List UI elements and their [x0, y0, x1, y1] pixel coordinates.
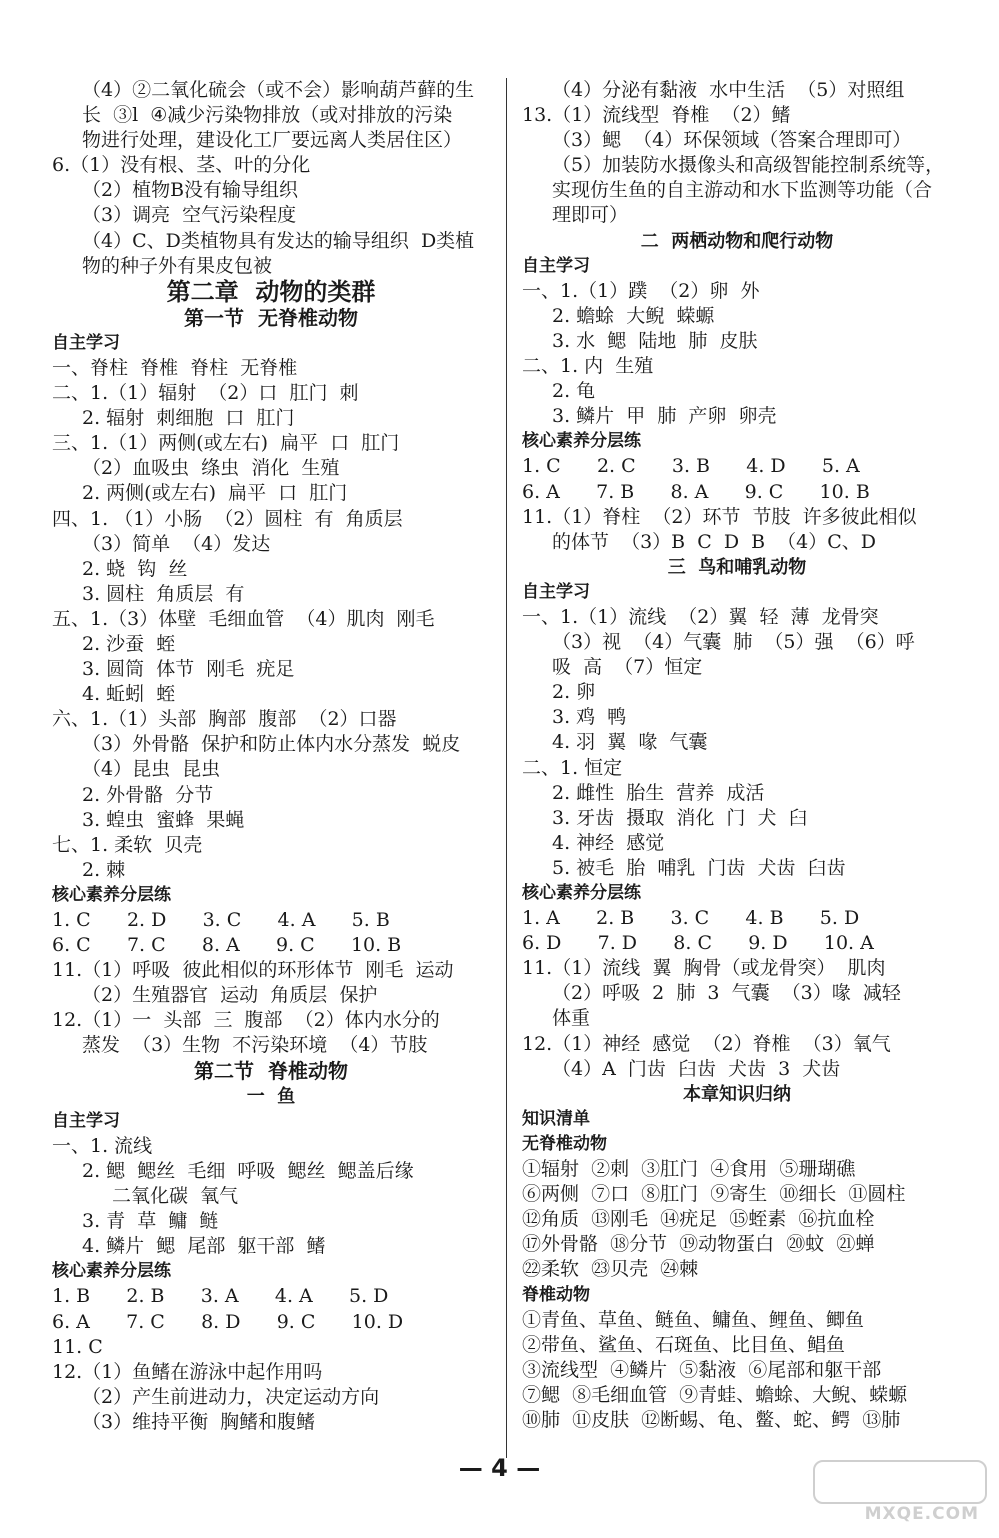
answer-line: （4）昆虫 昆虫: [82, 758, 221, 781]
answer-line: （3）简单 （4）发达: [82, 532, 271, 555]
answer-line: 2. 蟾蜍 大鲵 蝾螈: [552, 304, 715, 327]
left-column: [52, 78, 490, 1435]
answer-line: 2. 外骨骼 分节: [82, 783, 214, 806]
answer-line: （2）产生前进动力，决定运动方向: [82, 1385, 380, 1408]
answer-line: 6. C 7. C 8. A 9. C 10. B: [52, 934, 402, 957]
answer-line: 一、1.（1）流线 （2）翼 轻 薄 龙骨突: [522, 605, 879, 628]
watermark-text: MXQE.COM: [864, 1504, 979, 1524]
answer-line: 3. 鸡 鸭: [552, 706, 627, 729]
subsection-title: 一 鱼: [246, 1085, 296, 1107]
answer-line: 吸 高 （7）恒定: [552, 656, 703, 679]
answer-line: 2. 龟: [552, 380, 596, 403]
answer-line: 2. 鳃 鳃丝 毛细 呼吸 鳃丝 鳃盖后缘: [82, 1159, 414, 1182]
answer-line: ①青鱼、草鱼、鲢鱼、鳙鱼、鲤鱼、鲫鱼: [522, 1308, 865, 1331]
answer-line: 11.（1）脊柱 （2）环节 节肢 许多彼此相似: [522, 505, 917, 528]
answer-line: 1. C 2. C 3. B 4. D 5. A: [522, 455, 860, 478]
heading: 自主学习: [52, 332, 120, 353]
answer-line: 1. B 2. B 3. A 4. A 5. D: [52, 1285, 389, 1308]
chapter-title: 第二章 动物的类群: [166, 278, 376, 306]
answer-line: 3. 蝗虫 蜜蜂 果蝇: [82, 808, 245, 831]
answer-line: 二、1.（1）辐射 （2）口 肛门 刺: [52, 382, 359, 405]
answer-line: 二、1. 内 生殖: [522, 355, 654, 378]
answer-line: （2）血吸虫 绦虫 消化 生殖: [82, 457, 340, 480]
answer-line: （4）②二氧化硫会（或不会）影响葫芦藓的生: [82, 79, 475, 101]
answer-line: 5. 被毛 胎 哺乳 门齿 犬齿 臼齿: [552, 856, 846, 879]
answer-line: 一、脊柱 脊椎 脊柱 无脊椎: [52, 356, 298, 379]
heading: 核心素养分层练: [52, 884, 171, 905]
answer-line: ③流线型 ④鳞片 ⑤黏液 ⑥尾部和躯干部: [522, 1358, 882, 1381]
answer-line: （3）外骨骼 保护和防止体内水分蒸发 蜕皮: [82, 733, 461, 756]
heading: 自主学习: [522, 255, 590, 276]
answer-line: 2. 辐射 刺细胞 口 肛门: [82, 407, 295, 430]
answer-line: （4）A 门齿 臼齿 犬齿 3 犬齿: [552, 1057, 841, 1080]
answer-line: 6. A 7. B 8. A 9. C 10. B: [522, 480, 870, 503]
answer-line: 6. D 7. D 8. C 9. D 10. A: [522, 932, 874, 955]
answer-line: 4. 神经 感觉: [552, 831, 665, 854]
answer-line: 2. 两侧(或左右) 扁平 口 肛门: [82, 482, 348, 505]
subsection-title: 本章知识归纳: [683, 1083, 791, 1105]
heading: 核心素养分层练: [52, 1261, 171, 1282]
answer-line: （2）呼吸 2 肺 3 气囊 （3）喙 减轻: [552, 982, 901, 1005]
answer-line: 4. 羽 翼 喙 气囊: [552, 731, 708, 754]
answer-line: 二、1. 恒定: [522, 756, 623, 779]
answer-line: （2）生殖器官 运动 角质层 保护: [82, 984, 378, 1007]
answer-line: ⑩肺 ⑪皮肤 ⑫断蜴、龟、鳖、蛇、鳄 ⑬肺: [522, 1408, 901, 1431]
answer-line: 3. 青 草 鳙 鲢: [82, 1210, 219, 1233]
answer-line: 蒸发 （3）生物 不污染环境 （4）节肢: [82, 1034, 428, 1057]
answer-line: 2. 蛲 钩 丝: [82, 557, 188, 580]
answer-line: 一、1. 流线: [52, 1134, 153, 1157]
answer-line: 1. C 2. D 3. C 4. A 5. B: [52, 909, 390, 931]
answer-line: ②带鱼、鲨鱼、石斑鱼、比目鱼、鲳鱼: [522, 1333, 846, 1356]
answer-line: （4）分泌有黏液 水中生活 （5）对照组: [552, 79, 905, 101]
answer-line: ⑫角质 ⑬刚毛 ⑭疣足 ⑮蛭素 ⑯抗血栓: [522, 1208, 875, 1231]
answer-line: 实现仿生鱼的自主游动和水下监测等功能（合: [552, 179, 933, 202]
answer-line: 11.（1）呼吸 彼此相似的环形体节 刚毛 运动: [52, 959, 454, 982]
answer-line: 一、1.（1）蹼 （2）卵 外: [522, 279, 760, 302]
heading: 自主学习: [52, 1110, 120, 1131]
answer-line: 11.（1）流线 翼 胸骨（或龙骨突） 肌肉: [522, 957, 886, 980]
right-column: [522, 78, 952, 1433]
answer-line: 2. 沙蚕 蛭: [82, 632, 176, 655]
watermark-logo: [817, 1460, 987, 1524]
heading: 核心素养分层练: [522, 431, 641, 452]
answer-line: 物进行处理，建设化工厂要远离人类居住区）: [82, 129, 463, 152]
answer-line: 三、1.（1）两侧(或左右) 扁平 口 肛门: [52, 432, 400, 455]
answer-line: 4. 蚯蚓 蛭: [82, 683, 176, 706]
answer-line: 12.（1）鱼鳍在游泳中起作用吗: [52, 1360, 323, 1383]
answer-line: （2）植物B没有输导组织: [82, 179, 299, 202]
section-title: 第二节 脊椎动物: [194, 1058, 348, 1083]
answer-line: 4. 鳞片 鳃 尾部 躯干部 鳍: [82, 1235, 326, 1258]
answer-line: 物的种子外有果皮包被: [82, 254, 273, 277]
subsection-title: 三 鸟和哺乳动物: [667, 556, 807, 578]
page-number: — 4 —: [458, 1454, 541, 1482]
column-divider: [506, 78, 507, 1458]
answer-line: （3）鳃 （4）环保领域（答案合理即可）: [552, 129, 912, 152]
section-title: 第一节 无脊椎动物: [184, 305, 358, 330]
answer-line: 长 ③l ④减少污染物排放（或对排放的污染: [82, 104, 453, 127]
answer-line: 的体节 （3）B C D B （4）C、D: [552, 530, 877, 553]
answer-line: 13.（1）流线型 脊椎 （2）鳍: [522, 104, 791, 127]
heading: 自主学习: [522, 581, 590, 602]
heading: 无脊椎动物: [522, 1133, 607, 1154]
answer-line: 6. A 7. C 8. D 9. C 10. D: [52, 1310, 404, 1333]
answer-line: 2. 卵: [552, 681, 596, 704]
answer-line: ⑥两侧 ⑦口 ⑧肛门 ⑨寄生 ⑩细长 ⑪圆柱: [522, 1183, 906, 1206]
answer-line: （3）维持平衡 胸鳍和腹鳍: [82, 1410, 316, 1433]
answer-line: ㉒柔软 ㉓贝壳 ㉔棘: [522, 1258, 699, 1281]
heading: 脊椎动物: [522, 1284, 590, 1305]
answer-line: 1. A 2. B 3. C 4. B 5. D: [522, 907, 860, 930]
answer-line: ①辐射 ②刺 ③肛门 ④食用 ⑤珊瑚礁: [522, 1158, 856, 1181]
answer-line: 七、1. 柔软 贝壳: [52, 833, 203, 856]
answer-line: （5）加装防水摄像头和高级智能控制系统等，: [552, 154, 945, 177]
watermark-frame: [813, 1460, 987, 1504]
answer-line: 五、1.（3）体壁 毛细血管 （4）肌肉 刚毛: [52, 607, 435, 630]
answer-line: （4）C、D类植物具有发达的输导组织 D类植: [82, 229, 475, 252]
answer-line: 体重: [552, 1007, 591, 1030]
heading: 核心素养分层练: [522, 883, 641, 903]
answer-line: 3. 牙齿 摄取 消化 门 犬 臼: [552, 806, 808, 829]
answer-line: 2. 雌性 胎生 营养 成活: [552, 781, 765, 804]
answer-line: （3）视 （4）气囊 肺 （5）强 （6）呼: [552, 631, 915, 654]
answer-line: 理即可）: [552, 204, 629, 227]
answer-line: ⑰外骨骼 ⑱分节 ⑲动物蛋白 ⑳蚊 ㉑蝉: [522, 1233, 875, 1256]
answer-line: 12.（1）一 头部 三 腹部 （2）体内水分的: [52, 1009, 440, 1032]
answer-line: 2. 棘: [82, 858, 126, 881]
answer-line: 六、1.（1）头部 胸部 腹部 （2）口器: [52, 708, 397, 731]
answer-line: 3. 水 鳃 陆地 肺 皮肤: [552, 329, 758, 352]
answer-line: 3. 圆柱 角质层 有: [82, 582, 245, 605]
answer-line: 二氧化碳 氧气: [112, 1185, 239, 1208]
heading: 知识清单: [522, 1108, 590, 1129]
answer-line: （3）调亮 空气污染程度: [82, 204, 297, 227]
subsection-title: 二 两栖动物和爬行动物: [640, 230, 834, 252]
answer-line: 11. C: [52, 1335, 103, 1358]
answer-line: 3. 圆筒 体节 刚毛 疣足: [82, 658, 295, 681]
answer-line: 四、1. （1）小肠 （2）圆柱 有 角质层: [52, 507, 403, 530]
answer-line: 12.（1）神经 感觉 （2）脊椎 （3）氧气: [522, 1032, 891, 1055]
answer-line: 6.（1）没有根、茎、叶的分化: [52, 154, 311, 177]
answer-line: 3. 鳞片 甲 肺 产卵 卵壳: [552, 405, 777, 428]
answer-line: ⑦鳃 ⑧毛细血管 ⑨青蛙、蟾蜍、大鲵、蝾螈: [522, 1383, 908, 1406]
